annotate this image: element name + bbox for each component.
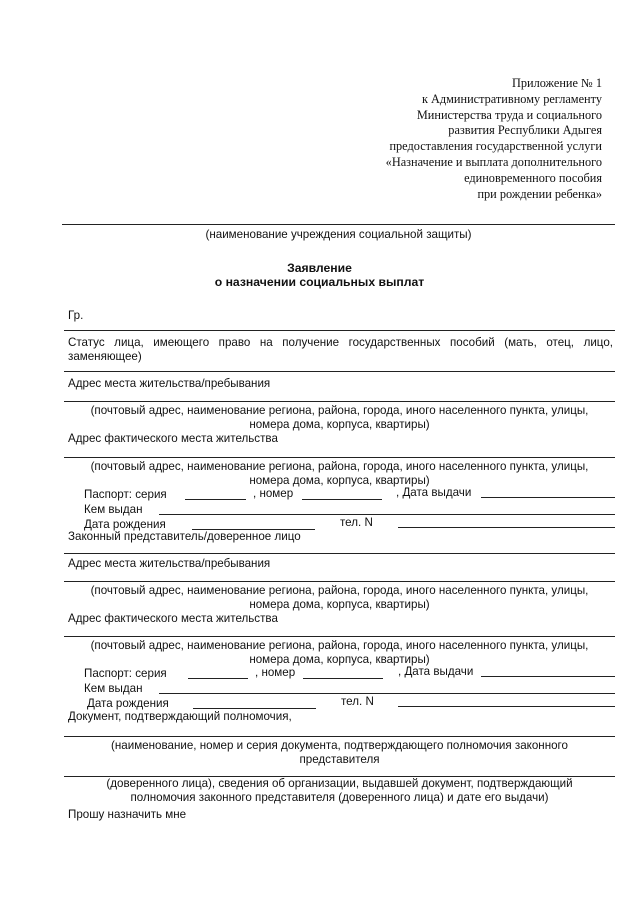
institution-caption: (наименование учреждения социальной защиты) — [205, 228, 472, 241]
rep-passport-number-label: , номер — [255, 666, 296, 679]
residence-line[interactable] — [64, 401, 615, 402]
header-line: «Назначение и выплата дополнительного — [385, 154, 602, 169]
request-label: Прошу назначить мне — [68, 808, 187, 821]
passport-series-field[interactable] — [185, 499, 246, 500]
address-hint: номера дома, корпуса, квартиры) — [249, 474, 430, 487]
actual-residence-label: Адрес фактического места жительства — [68, 432, 278, 445]
phone-field[interactable] — [398, 527, 615, 528]
passport-series-label: Паспорт: серия — [84, 488, 167, 501]
issued-by-label: Кем выдан — [84, 503, 143, 516]
birth-date-label: Дата рождения — [84, 518, 166, 531]
citizen-name-line[interactable] — [64, 330, 615, 331]
issued-by-field[interactable] — [159, 514, 615, 515]
header-line: при рождении ребенка» — [477, 186, 602, 201]
status-line[interactable] — [64, 371, 615, 372]
rep-residence-label: Адрес места жительства/пребывания — [68, 557, 271, 570]
passport-number-field[interactable] — [302, 499, 382, 500]
institution-line[interactable] — [62, 224, 615, 225]
document-hint: (доверенного лица), сведения об организации, выдавшей документ, подтверждающий — [106, 777, 573, 790]
rep-birth-date-field[interactable] — [193, 708, 316, 709]
address-hint: (почтовый адрес, наименование региона, района, города, иного населенного пункта, улицы, — [90, 639, 589, 652]
rep-birth-date-label: Дата рождения — [87, 697, 169, 710]
rep-passport-series-label: Паспорт: серия — [84, 667, 167, 680]
rep-phone-label: тел. N — [341, 695, 374, 708]
actual-residence-line[interactable] — [64, 457, 615, 458]
address-hint: (почтовый адрес, наименование региона, района, города, иного населенного пункта, улицы, — [90, 460, 589, 473]
appendix-header — [386, 76, 602, 202]
document-hint: (наименование, номер и серия документа, подтверждающего полномочия законного — [111, 739, 568, 752]
residence-label: Адрес места жительства/пребывания — [68, 377, 271, 390]
passport-number-label: , номер — [253, 487, 294, 500]
rep-issued-by-label: Кем выдан — [84, 682, 143, 695]
address-hint: номера дома, корпуса, квартиры) — [249, 653, 430, 666]
header-line: к Административному регламенту — [421, 91, 602, 106]
authority-document-line[interactable] — [64, 736, 615, 737]
document-hint: полномочия законного представителя (доверенного лица) и дате его выдачи) — [130, 791, 549, 804]
rep-passport-series-field[interactable] — [188, 678, 248, 679]
rep-issue-date-field[interactable] — [481, 676, 615, 677]
rep-actual-residence-line[interactable] — [64, 636, 615, 637]
rep-residence-line[interactable] — [64, 581, 615, 582]
address-hint: номера дома, корпуса, квартиры) — [249, 598, 430, 611]
phone-label: тел. N — [340, 516, 373, 529]
header-line: единовременного пособия — [464, 170, 602, 185]
header-line: Министерства труда и социального — [416, 107, 602, 122]
rep-issue-date-label: , Дата выдачи — [398, 665, 474, 678]
representative-heading: Законный представитель/доверенное лицо — [68, 530, 301, 543]
address-hint: номера дома, корпуса, квартиры) — [249, 418, 430, 431]
issue-date-label: , Дата выдачи — [396, 486, 472, 499]
address-hint: (почтовый адрес, наименование региона, района, города, иного населенного пункта, улицы, — [90, 584, 589, 597]
authority-document-label: Документ, подтверждающий полномочия, — [68, 710, 292, 723]
rep-actual-residence-label: Адрес фактического места жительства — [68, 612, 278, 625]
document-hint: представителя — [299, 753, 380, 766]
rep-phone-field[interactable] — [398, 706, 615, 707]
status-label: Статус лица, имеющего право на получение государственных пособий (мать, отец, лицо, заменяющее) — [68, 336, 613, 363]
header-line: развития Республики Адыгея — [448, 123, 602, 138]
rep-issued-by-field[interactable] — [159, 693, 615, 694]
address-hint: (почтовый адрес, наименование региона, района, города, иного населенного пункта, улицы, — [90, 404, 589, 417]
rep-passport-number-field[interactable] — [303, 678, 383, 679]
document-title: Заявление — [287, 261, 352, 275]
citizen-label: Гр. — [68, 309, 84, 322]
document-subtitle: о назначении социальных выплат — [214, 275, 425, 289]
header-line: предоставления государственной услуги — [389, 139, 602, 154]
issue-date-field[interactable] — [481, 497, 615, 498]
representative-name-line[interactable] — [64, 553, 615, 554]
header-line: Приложение № 1 — [511, 76, 602, 90]
